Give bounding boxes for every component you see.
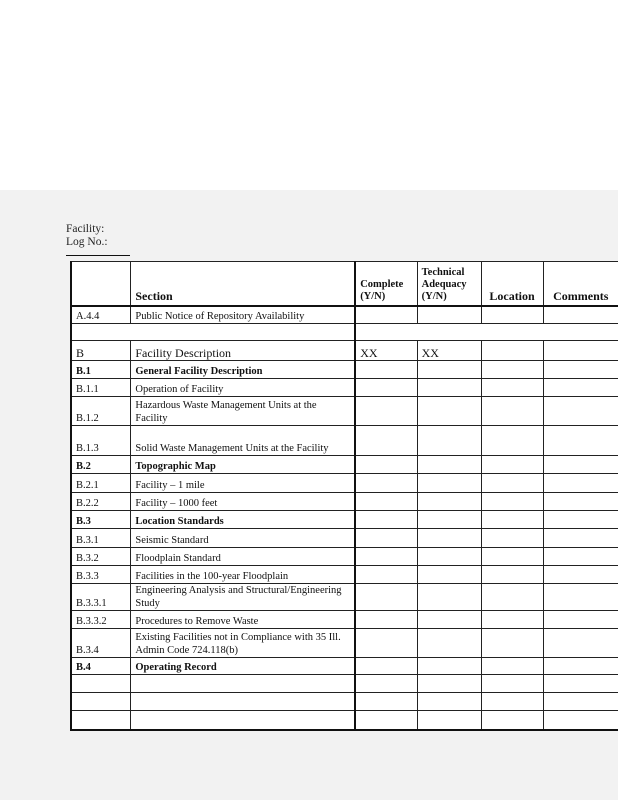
comments-cell [543, 474, 618, 493]
comments-cell [543, 658, 618, 675]
section-number-cell: B.2.2 [71, 493, 131, 511]
section-number-cell: B.3.3 [71, 566, 131, 584]
technical-adequacy-cell [417, 548, 481, 566]
facility-label: Facility: [66, 223, 105, 235]
section-title-cell: Public Notice of Repository Availability [131, 306, 355, 324]
complete-cell [355, 306, 417, 324]
comments-cell [543, 426, 618, 456]
table-row [71, 474, 618, 493]
comments-cell [543, 611, 618, 629]
technical-adequacy-cell [417, 675, 481, 693]
table-row [71, 566, 618, 584]
section-number-cell: B.3.2 [71, 548, 131, 566]
complete-cell [355, 474, 417, 493]
table-row [71, 341, 618, 361]
technical-adequacy-cell [417, 306, 481, 324]
table-row [71, 324, 618, 341]
technical-adequacy-cell [417, 397, 481, 426]
comments-cell [543, 529, 618, 548]
comments-cell [543, 711, 618, 730]
comments-cell [543, 675, 618, 693]
location-cell [481, 474, 543, 493]
location-cell [481, 511, 543, 529]
section-number-cell: B.1.2 [71, 397, 131, 426]
section-title-cell [131, 711, 355, 730]
section-number-cell: B.1.1 [71, 379, 131, 397]
section-number-cell: B.3.3.1 [71, 584, 131, 611]
technical-adequacy-cell [417, 426, 481, 456]
section-title-cell: Facility – 1 mile [131, 474, 355, 493]
header-technical-adequacy: Technical Adequacy (Y/N) [417, 262, 481, 306]
complete-cell [355, 584, 417, 611]
table-row [71, 629, 618, 658]
comments-cell [543, 693, 618, 711]
section-number-cell: B.1.3 [71, 426, 131, 456]
complete-cell [355, 566, 417, 584]
table-row [71, 611, 618, 629]
complete-cell [355, 658, 417, 675]
technical-adequacy-cell [417, 566, 481, 584]
section-number-cell: A.4.4 [71, 306, 131, 324]
location-cell [481, 493, 543, 511]
table-row [71, 711, 618, 730]
header-complete: Complete (Y/N) [355, 262, 417, 306]
technical-adequacy-cell [417, 493, 481, 511]
location-cell [481, 456, 543, 474]
complete-cell [355, 426, 417, 456]
section-title-cell: Facility – 1000 feet [131, 493, 355, 511]
section-title-cell: Topographic Map [131, 456, 355, 474]
complete-cell [355, 361, 417, 379]
review-checklist-table [70, 261, 618, 731]
log-underline [66, 255, 130, 256]
section-number-cell: B [71, 341, 131, 361]
technical-adequacy-cell [417, 361, 481, 379]
section-title-cell: Existing Facilities not in Compliance with 35 Ill. Admin Code 724.118(b) [131, 629, 355, 658]
complete-cell [355, 675, 417, 693]
comments-cell [543, 511, 618, 529]
table-row [71, 397, 618, 426]
table-row [71, 675, 618, 693]
location-cell [481, 306, 543, 324]
comments-cell [543, 379, 618, 397]
complete-cell [355, 611, 417, 629]
complete-cell [355, 693, 417, 711]
technical-adequacy-cell [417, 584, 481, 611]
location-cell [481, 361, 543, 379]
location-cell [481, 693, 543, 711]
section-title-cell [131, 693, 355, 711]
technical-adequacy-cell [417, 658, 481, 675]
header-location: Location [481, 262, 543, 306]
technical-adequacy-cell: XX [417, 341, 481, 361]
table-row [71, 584, 618, 611]
table-row [71, 511, 618, 529]
comments-cell [543, 456, 618, 474]
table-body [71, 306, 618, 730]
technical-adequacy-cell [417, 711, 481, 730]
section-number-cell [71, 711, 131, 730]
comments-cell [543, 493, 618, 511]
comments-cell [543, 584, 618, 611]
technical-adequacy-cell [417, 611, 481, 629]
location-cell [481, 711, 543, 730]
section-number-cell [71, 693, 131, 711]
section-title-cell: Hazardous Waste Management Units at the Facility [131, 397, 355, 426]
section-title-cell: Operation of Facility [131, 379, 355, 397]
complete-cell [355, 456, 417, 474]
location-cell [481, 629, 543, 658]
location-cell [481, 675, 543, 693]
section-number-cell: B.3.1 [71, 529, 131, 548]
section-title-cell: General Facility Description [131, 361, 355, 379]
technical-adequacy-cell [417, 529, 481, 548]
location-cell [481, 658, 543, 675]
technical-adequacy-cell [417, 324, 481, 341]
complete-cell [355, 397, 417, 426]
table-row [71, 493, 618, 511]
section-number-cell: B.4 [71, 658, 131, 675]
section-number-cell: B.2.1 [71, 474, 131, 493]
comments-cell [543, 306, 618, 324]
table-row [71, 529, 618, 548]
location-cell [481, 426, 543, 456]
technical-adequacy-cell [417, 456, 481, 474]
location-cell [481, 566, 543, 584]
header-number [71, 262, 131, 306]
complete-cell [355, 529, 417, 548]
section-number-cell: B.3 [71, 511, 131, 529]
table-row [71, 693, 618, 711]
comments-cell [543, 566, 618, 584]
complete-cell [355, 493, 417, 511]
location-cell [481, 341, 543, 361]
comments-cell [543, 324, 618, 341]
location-cell [481, 397, 543, 426]
table-row [71, 379, 618, 397]
section-title-cell: Facility Description [131, 341, 355, 361]
table-row [71, 456, 618, 474]
section-number-cell: B.2 [71, 456, 131, 474]
comments-cell [543, 341, 618, 361]
comments-cell [543, 397, 618, 426]
section-title-cell: Operating Record [131, 658, 355, 675]
location-cell [481, 529, 543, 548]
table-row [71, 361, 618, 379]
section-title-cell [131, 324, 355, 341]
section-title-cell [131, 675, 355, 693]
section-title-cell: Floodplain Standard [131, 548, 355, 566]
comments-cell [543, 548, 618, 566]
technical-adequacy-cell [417, 379, 481, 397]
complete-cell [355, 324, 417, 341]
table-row [71, 426, 618, 456]
header-row [71, 262, 618, 306]
technical-adequacy-cell [417, 511, 481, 529]
complete-cell: XX [355, 341, 417, 361]
location-cell [481, 548, 543, 566]
location-cell [481, 324, 543, 341]
technical-adequacy-cell [417, 474, 481, 493]
section-title-cell: Solid Waste Management Units at the Facility [131, 426, 355, 456]
location-cell [481, 611, 543, 629]
log-number-label: Log No.: [66, 236, 108, 248]
section-number-cell [71, 675, 131, 693]
section-number-cell: B.3.4 [71, 629, 131, 658]
technical-adequacy-cell [417, 693, 481, 711]
comments-cell [543, 629, 618, 658]
complete-cell [355, 511, 417, 529]
table-row [71, 548, 618, 566]
section-title-cell: Procedures to Remove Waste [131, 611, 355, 629]
technical-adequacy-cell [417, 629, 481, 658]
section-title-cell: Facilities in the 100-year Floodplain [131, 566, 355, 584]
location-cell [481, 584, 543, 611]
complete-cell [355, 711, 417, 730]
header-comments: Comments [543, 262, 618, 306]
header-section: Section [131, 262, 355, 306]
table-row [71, 658, 618, 675]
section-number-cell: B.3.3.2 [71, 611, 131, 629]
section-title-cell: Seismic Standard [131, 529, 355, 548]
section-title-cell: Location Standards [131, 511, 355, 529]
table-row [71, 306, 618, 324]
section-title-cell: Engineering Analysis and Structural/Engineering Study [131, 584, 355, 611]
section-number-cell: B.1 [71, 361, 131, 379]
complete-cell [355, 548, 417, 566]
section-number-cell [71, 324, 131, 341]
complete-cell [355, 379, 417, 397]
comments-cell [543, 361, 618, 379]
complete-cell [355, 629, 417, 658]
location-cell [481, 379, 543, 397]
